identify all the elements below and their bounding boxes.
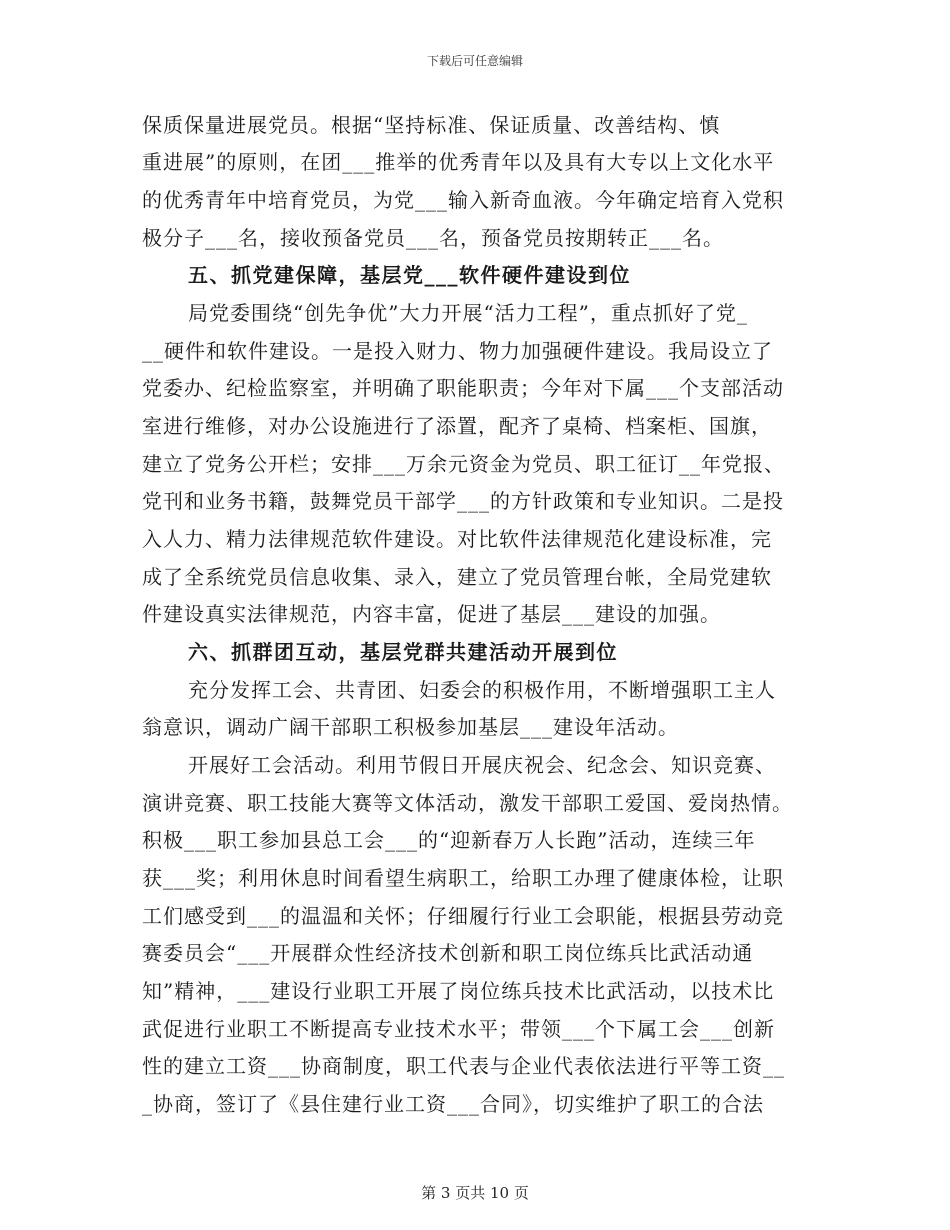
text-line: 武促进行业职工不断提高专业技术水平；带领___个下属工会___创新 — [142, 1017, 775, 1041]
text-line: 性的建立工资___协商制度，职工代表与企业代表依法进行平等工资__ — [142, 1054, 785, 1078]
text-line: 重进展”的原则，在团___推举的优秀青年以及具有大专以上文化水平 — [142, 150, 775, 174]
text-line: __硬件和软件建设。一是投入财力、物力加强硬件建设。我局设立了 — [142, 339, 773, 363]
text-line: 工们感受到___的温温和关怀；仔细履行行业工会职能，根据县劳动竞 — [142, 904, 784, 928]
text-line: 件建设真实法律规范，内容丰富，促进了基层___建设的加强。 — [142, 602, 721, 626]
text-line: 积极___职工参加县总工会___的“迎新春万人长跑”活动，连续三年 — [142, 828, 756, 852]
page-footer: 第 3 页共 10 页 — [421, 1184, 529, 1202]
page-header: 下载后可任意编辑 — [426, 54, 523, 68]
text-line: 党委办、纪检监察室，并明确了职能职责；今年对下属___个支部活动 — [142, 376, 784, 400]
text-line: 获___奖；利用休息时间看望生病职工，给职工办理了健康体检，让职 — [142, 866, 784, 890]
section-heading: 六、抓群团互动，基层党群共建活动开展到位 — [188, 640, 618, 664]
text-line: 开展好工会活动。利用节假日开展庆祝会、纪念会、知识竞赛、 — [188, 753, 776, 777]
text-line: 成了全系统党员信息收集、录入，建立了党员管理台帐，全局党建软 — [142, 565, 772, 589]
text-line: 保质保量进展党员。根据“坚持标准、保证质量、改善结构、慎 — [142, 113, 721, 137]
text-line: 极分子___名，接收预备党员___名，预备党员按期转正___名。 — [142, 226, 724, 250]
text-line: 建立了党务公开栏；安排___万余元资金为党员、职工征订__年党报、 — [142, 452, 785, 476]
text-line: 党刊和业务书籍，鼓舞党员干部学___的方针政策和专业知识。二是投 — [142, 489, 784, 513]
text-line: 知”精神，___建设行业职工开展了岗位练兵技术比武活动，以技术比 — [142, 979, 775, 1003]
text-line: 赛委员会“___开展群众性经济技术创新和职工岗位练兵比武活动通 — [142, 941, 754, 965]
text-line: 翁意识，调动广阔干部职工积极参加基层___建设年活动。 — [142, 715, 679, 739]
text-line: 的优秀青年中培育党员，为党___输入新奇血液。今年确定培育入党积 — [142, 188, 784, 212]
text-line: 局党委围绕“创先争优”大力开展“活力工程”，重点抓好了党_ — [188, 301, 748, 325]
text-line: 室进行维修，对办公设施进行了添置，配齐了桌椅、档案柜、国旗， — [142, 414, 772, 438]
text-line: 充分发挥工会、共青团、妇委会的积极作用，不断增强职工主人 — [188, 678, 776, 702]
text-line: 入人力、精力法律规范软件建设。对比软件法律规范化建设标准，完 — [142, 527, 772, 551]
text-line: _协商，签订了《县住建行业工资___合同》，切实维护了职工的合法 — [142, 1092, 764, 1116]
text-line: 演讲竞赛、职工技能大赛等文体活动，激发干部职工爱国、爱岗热情。 — [142, 791, 793, 815]
section-heading: 五、抓党建保障，基层党___软件硬件建设到位 — [188, 263, 631, 287]
